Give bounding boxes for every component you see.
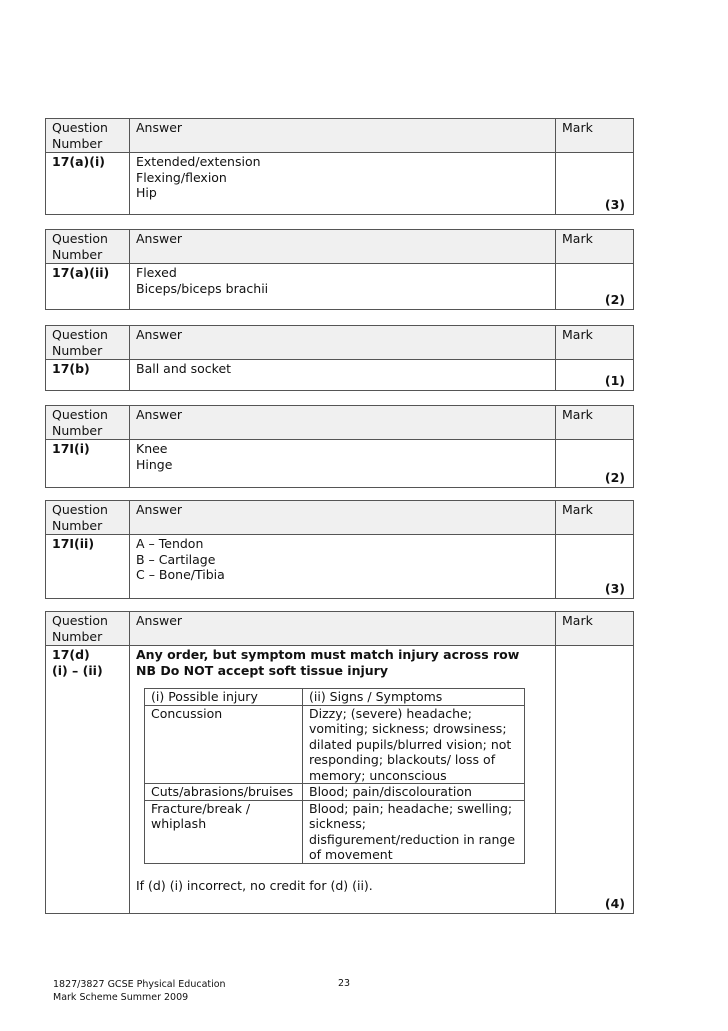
answer-line: Extended/extension xyxy=(136,154,261,169)
answer-row xyxy=(46,535,634,599)
injury-symptom-table xyxy=(144,688,525,864)
footer xyxy=(53,978,226,1004)
symptom-line: responding; blackouts/ loss of xyxy=(309,752,496,767)
mark-value: (3) xyxy=(604,196,625,212)
mark-value: (4) xyxy=(604,895,625,911)
answer-line: A – Tendon xyxy=(136,536,204,551)
question-table-17a-ii xyxy=(45,229,634,310)
question-number xyxy=(46,646,130,914)
answer-line: Hip xyxy=(136,185,157,200)
header-row xyxy=(46,230,634,264)
answer-header: Answer xyxy=(130,119,556,153)
symptom-line: disfigurement/reduction in range xyxy=(309,831,516,847)
inner-row-concussion xyxy=(145,705,525,784)
mark-value: (2) xyxy=(604,469,625,485)
answer-row xyxy=(46,360,634,391)
mark-header: Mark xyxy=(556,326,634,360)
question-number-header xyxy=(46,119,130,153)
question-number: 17(b) xyxy=(46,360,130,391)
answer-line: Ball and socket xyxy=(136,361,232,376)
header-number: Number xyxy=(52,135,103,151)
header-row xyxy=(46,612,634,646)
question-number: 17(a)(i) xyxy=(46,153,130,215)
question-number-header xyxy=(46,230,130,264)
question-number-header xyxy=(46,501,130,535)
answer-cell xyxy=(130,440,556,488)
question-table-17b xyxy=(45,325,634,391)
answer-line: C – Bone/Tibia xyxy=(136,567,225,582)
inner-header-row xyxy=(145,689,525,706)
question-number: 17I(i) xyxy=(46,440,130,488)
footer-line2: Mark Scheme Summer 2009 xyxy=(53,992,189,1003)
injury-line: Concussion xyxy=(151,705,223,721)
symptom-line: of movement xyxy=(309,847,393,862)
symptoms-cell xyxy=(303,800,525,863)
instruction-line: NB Do NOT accept soft tissue injury xyxy=(136,662,388,678)
symptom-line: memory; unconscious xyxy=(309,767,447,783)
question-number-header xyxy=(46,612,130,646)
answer-line: Hinge xyxy=(136,456,173,472)
mark-cell xyxy=(556,440,634,488)
footer-line1: 1827/3827 GCSE Physical Education xyxy=(53,979,226,990)
answer-header: Answer xyxy=(130,612,556,646)
question-table-17a-i xyxy=(45,118,634,215)
answer-header: Answer xyxy=(130,406,556,440)
inner-row-fracture xyxy=(145,800,525,863)
mark-header: Mark xyxy=(556,501,634,535)
header-number: Number xyxy=(52,246,103,262)
instruction-line: Any order, but symptom must match injury across row xyxy=(136,647,520,662)
credit-note: If (d) (i) incorrect, no credit for (d) (ii). xyxy=(136,877,373,893)
mark-header: Mark xyxy=(556,230,634,264)
mark-cell xyxy=(556,535,634,599)
injury-header: (i) Possible injury xyxy=(145,689,303,706)
question-number: 17(a)(ii) xyxy=(46,264,130,310)
header-number: Number xyxy=(52,628,103,644)
injury-line: whiplash xyxy=(151,816,207,831)
answer-header: Answer xyxy=(130,326,556,360)
answer-cell xyxy=(130,264,556,310)
inner-row-cuts xyxy=(145,784,525,801)
mark-cell xyxy=(556,264,634,310)
mark-header: Mark xyxy=(556,406,634,440)
mark-value: (2) xyxy=(604,291,625,307)
answer-line: Biceps/biceps brachii xyxy=(136,280,269,296)
answer-line: Flexed xyxy=(136,265,177,280)
symptoms-header: (ii) Signs / Symptoms xyxy=(303,689,525,706)
question-table-17d xyxy=(45,611,634,914)
answer-header: Answer xyxy=(130,501,556,535)
header-row xyxy=(46,119,634,153)
symptom-line: sickness; xyxy=(309,816,366,831)
answer-header: Answer xyxy=(130,230,556,264)
header-row xyxy=(46,501,634,535)
mark-value: (3) xyxy=(604,580,625,596)
injury-cell xyxy=(145,705,303,784)
question-number: 17I(ii) xyxy=(46,535,130,599)
injury-cell xyxy=(145,784,303,801)
question-table-17i-ii xyxy=(45,500,634,599)
mark-header: Mark xyxy=(556,119,634,153)
injury-line: Cuts/abrasions/bruises xyxy=(151,784,294,799)
symptom-line: vomiting; sickness; drowsiness; xyxy=(309,721,507,736)
symptom-line: dilated pupils/blurred vision; not xyxy=(309,736,512,752)
mark-cell xyxy=(556,646,634,914)
header-row xyxy=(46,326,634,360)
symptoms-cell xyxy=(303,784,525,801)
answer-line: Knee xyxy=(136,441,168,456)
symptom-line: Blood; pain/discolouration xyxy=(309,784,472,799)
question-number-header xyxy=(46,406,130,440)
mark-header: Mark xyxy=(556,612,634,646)
mark-value: (1) xyxy=(604,372,625,388)
header-question: Question xyxy=(52,231,108,246)
symptom-line: Blood; pain; headache; swelling; xyxy=(309,800,513,816)
answer-row xyxy=(46,153,634,215)
symptom-line: Dizzy; (severe) headache; xyxy=(309,705,472,721)
answer-row xyxy=(46,264,634,310)
question-number-line2: (i) – (ii) xyxy=(52,662,103,678)
answer-cell xyxy=(130,646,556,914)
answer-line: B – Cartilage xyxy=(136,551,216,567)
header-question: Question xyxy=(52,613,108,628)
header-row xyxy=(46,406,634,440)
mark-cell xyxy=(556,360,634,391)
question-number-header xyxy=(46,326,130,360)
answer-line: Flexing/flexion xyxy=(136,169,227,185)
header-question: Question xyxy=(52,327,108,342)
answer-row xyxy=(46,440,634,488)
symptoms-cell xyxy=(303,705,525,784)
answer-cell xyxy=(130,360,556,391)
injury-cell xyxy=(145,800,303,863)
question-table-17i-i xyxy=(45,405,634,488)
header-number: Number xyxy=(52,342,103,358)
header-question: Question xyxy=(52,502,108,517)
answer-row xyxy=(46,646,634,914)
mark-cell xyxy=(556,153,634,215)
injury-line: Fracture/break / xyxy=(151,800,251,816)
page-number: 23 xyxy=(338,978,351,989)
answer-cell xyxy=(130,535,556,599)
header-question: Question xyxy=(52,120,108,135)
question-number-line1: 17(d) xyxy=(52,647,90,662)
header-number: Number xyxy=(52,422,103,438)
answer-cell xyxy=(130,153,556,215)
header-question: Question xyxy=(52,407,108,422)
header-number: Number xyxy=(52,517,103,533)
